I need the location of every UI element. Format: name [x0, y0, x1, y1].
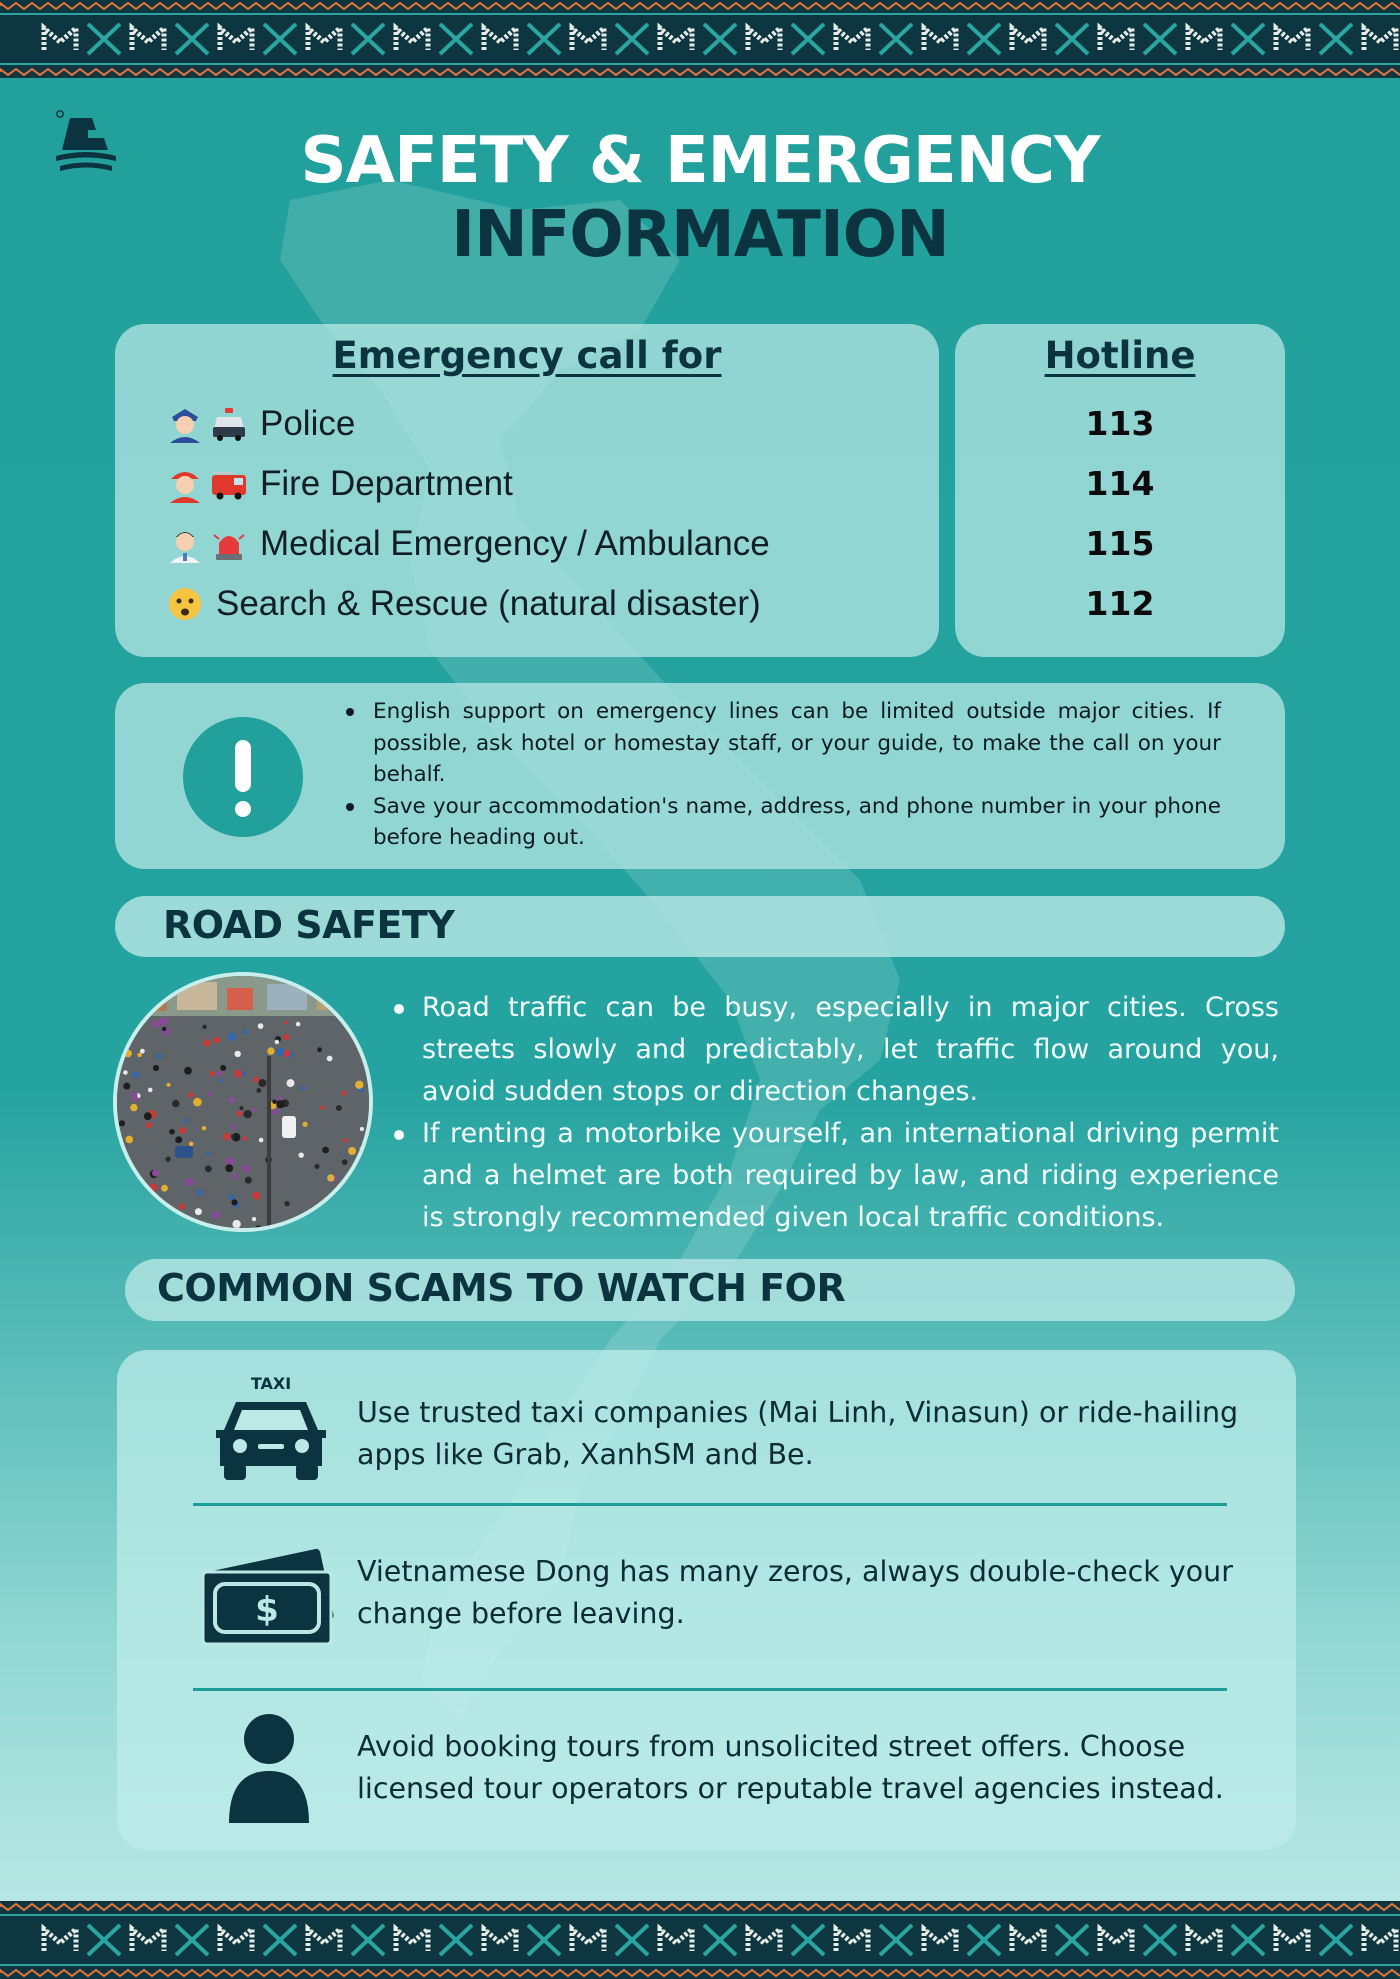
hotline-column-heading: Hotline — [1044, 334, 1196, 377]
scam-item-text: Avoid booking tours from unsolicited street offers. Choose licensed tour operators or reputable travel agencies instead. — [357, 1730, 1224, 1805]
hotline-number[interactable]: 112 — [1085, 584, 1155, 623]
scam-divider — [193, 1503, 1227, 1506]
notice-list — [373, 696, 1221, 854]
service-row-rescue — [166, 579, 761, 629]
road-safety-title: ROAD SAFETY — [163, 903, 455, 947]
worried-face-icon — [166, 585, 204, 623]
person-icon — [225, 1713, 313, 1823]
service-row-fire — [166, 459, 513, 509]
hotline-number[interactable]: 113 — [1085, 404, 1155, 443]
police-officer-icon — [166, 405, 204, 443]
siren-light-icon — [210, 525, 248, 563]
service-label: Fire Department — [260, 464, 513, 503]
service-label: Medical Emergency / Ambulance — [260, 524, 770, 563]
road-safety-item: Road traffic can be busy, especially in major cities. Cross streets slowly and predictably, let traffic flow around you, avoid sudden stops or direction changes. — [422, 987, 1279, 1113]
notice-item: English support on emergency lines can be limited outside major cities. If possible, ask hotel or homestay staff, or your guide, to make the call on your behalf. — [373, 696, 1221, 791]
exclamation-icon — [182, 716, 304, 838]
taxi-icon — [208, 1372, 334, 1482]
page-title-line2: INFORMATION — [451, 198, 949, 272]
service-label: Police — [260, 404, 356, 443]
hotline-number[interactable]: 114 — [1085, 464, 1155, 503]
page-title: SAFETY & EMERGENCY — [300, 124, 1100, 198]
fire-engine-icon — [210, 465, 248, 503]
firefighter-icon — [166, 465, 204, 503]
traffic-intersection-photo — [113, 972, 373, 1232]
road-safety-list — [422, 987, 1279, 1239]
scam-item-text: Vietnamese Dong has many zeros, always double-check your change before leaving. — [357, 1555, 1233, 1630]
hotline-number[interactable]: 115 — [1085, 524, 1155, 563]
service-row-medical — [166, 519, 770, 569]
dollar-sign: $ — [255, 1590, 279, 1630]
service-row-police — [166, 399, 355, 449]
scam-item-text: Use trusted taxi companies (Mai Linh, Vinasun) or ride-hailing apps like Grab, XanhSM and Be. — [357, 1396, 1239, 1471]
road-safety-item: If renting a motorbike yourself, an international driving permit and a helmet are both required by law, and riding experience is strongly recommended given local traffic conditions. — [422, 1113, 1279, 1239]
emergency-column-heading: Emergency call for — [332, 334, 722, 377]
scam-divider — [193, 1688, 1227, 1691]
top-pattern-border — [0, 0, 1400, 78]
police-car-icon — [210, 405, 248, 443]
notice-item: Save your accommodation's name, address, and phone number in your phone before heading out. — [373, 791, 1221, 854]
service-label: Search & Rescue (natural disaster) — [216, 584, 761, 623]
bottom-pattern-border — [0, 1901, 1400, 1979]
doctor-icon — [166, 525, 204, 563]
money-icon — [193, 1540, 343, 1660]
taxi-label: TAXI — [250, 1374, 292, 1393]
scams-title: COMMON SCAMS TO WATCH FOR — [157, 1266, 846, 1310]
